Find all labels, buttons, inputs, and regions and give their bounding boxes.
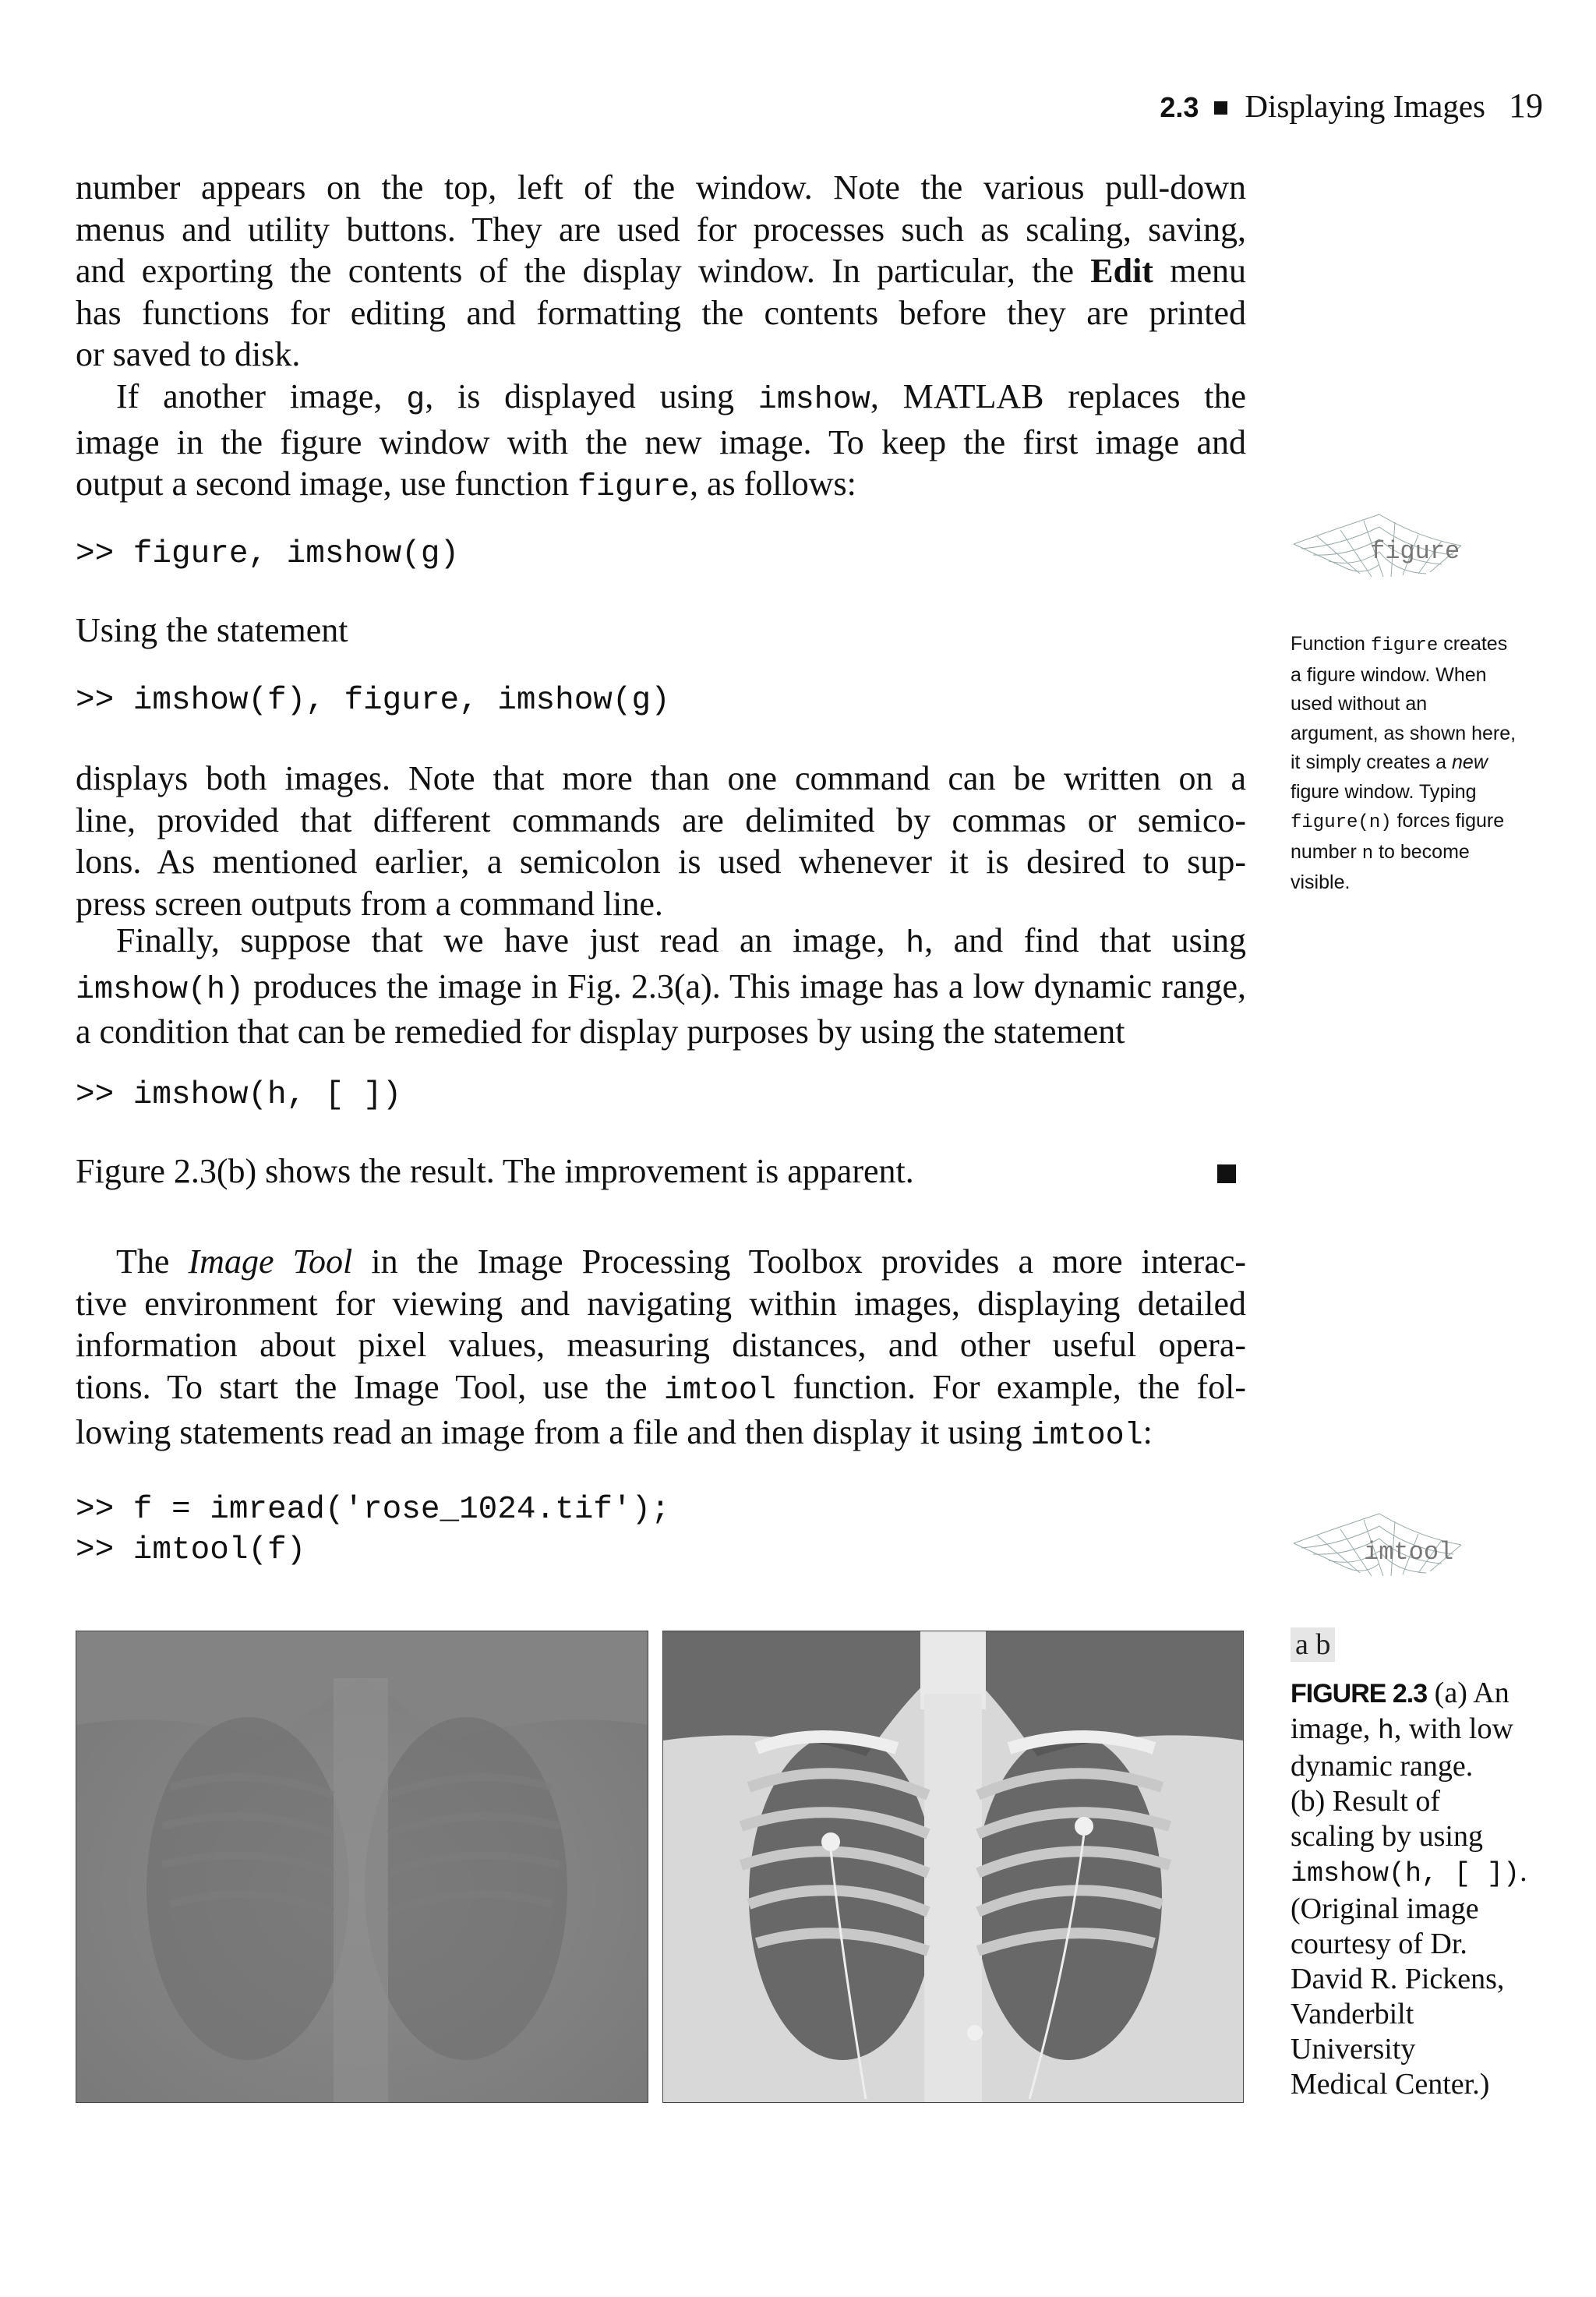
code-line: >> imtool(f): [76, 1532, 306, 1568]
text-line: has functions for editing and formatting the contents before they are printed: [76, 293, 1246, 332]
section-title: Displaying Images: [1245, 88, 1485, 124]
figure-caption: FIGURE 2.3 (a) An image, h, with low dynamic range. (b) Result of scaling by using imshow(h, [ ]). (Original image courtesy of Dr. David R. Pickens, Vanderbilt University Medical Center.): [1291, 1677, 1527, 2101]
imtool-icon-label: imtool: [1364, 1538, 1454, 1567]
text-line: displays both images. Note that more than one command can be written on a: [76, 759, 1246, 797]
paragraph-3: Using the statement: [76, 611, 348, 649]
code-line: >> imshow(h, [ ]): [76, 1077, 402, 1113]
text-line: imshow(h) produces the image in Fig. 2.3(a). This image has a low dynamic range,: [76, 967, 1246, 1008]
end-of-example-mark: [1217, 1164, 1236, 1183]
paragraph-4: [76, 758, 1246, 924]
text-line: tions. To start the Image Tool, use the imtool function. For example, the fol-: [76, 1367, 1247, 1408]
header-square-bullet: [1214, 101, 1227, 115]
edit-menu-term: Edit: [1090, 252, 1153, 291]
panel-labels: a b: [1291, 1627, 1335, 1662]
text-line: number appears on the top, left of the window. Note the various pull-down: [76, 168, 1246, 207]
code-line: >> f = imread('rose_1024.tif');: [76, 1492, 670, 1528]
text-line: a condition that can be remedied for display purposes by using the statement: [76, 1012, 1125, 1051]
margin-note-figure: Function figure creates a figure window. When used without an argument, as shown here, it simply creates a new figure window. Typing figure(n) forces figure number n to become visible.: [1291, 633, 1517, 893]
page-number: 19: [1509, 87, 1543, 125]
code-line: >> imshow(f), figure, imshow(g): [76, 683, 670, 719]
figure-function-icon: [1286, 499, 1473, 585]
text-line: lons. As mentioned earlier, a semicolon is used whenever it is desired to sup-: [76, 843, 1246, 882]
paragraph-6: Figure 2.3(b) shows the result. The improvement is apparent.: [76, 1152, 914, 1190]
paragraph-1: [76, 167, 1246, 376]
text-line: and exporting the contents of the display window. In particular, the Edit menu: [76, 252, 1246, 291]
paragraph-7: [76, 1241, 1246, 1458]
text-line: lowing statements read an image from a file and then display it using imtool:: [76, 1413, 1153, 1454]
text-line: tive environment for viewing and navigating within images, displaying detailed: [76, 1284, 1246, 1323]
text-line: Finally, suppose that we have just read an image, h, and find that using: [116, 921, 1246, 962]
text-line: information about pixel values, measuring distances, and other useful opera-: [76, 1326, 1246, 1365]
paragraph-2: [76, 376, 1246, 509]
code-line: >> figure, imshow(g): [76, 536, 460, 572]
text-line: If another image, g, is displayed using imshow, MATLAB replaces the: [116, 377, 1247, 418]
figure-icon-label: figure: [1370, 537, 1460, 566]
paragraph-5: [76, 920, 1246, 1053]
figure-label: FIGURE 2.3: [1291, 1679, 1428, 1709]
text-line: line, provided that different commands are delimited by commas or semico-: [76, 800, 1246, 839]
text-line: or saved to disk.: [76, 335, 301, 374]
text-line: image in the figure window with the new image. To keep the first image and: [76, 422, 1246, 461]
text-line: press screen outputs from a command line.: [76, 884, 663, 923]
text-line: menus and utility buttons. They are used for processes such as scaling, saving,: [76, 210, 1246, 249]
text-line: The Image Tool in the Image Processing Toolbox provides a more interac-: [116, 1242, 1247, 1281]
running-header: [1160, 86, 1543, 125]
text-line: output a second image, use function figure, as follows:: [76, 465, 856, 506]
section-number: 2.3: [1160, 91, 1199, 123]
xray-image-scaled: [662, 1631, 1244, 2103]
imtool-function-icon: [1286, 1498, 1473, 1584]
xray-image-low-contrast: [76, 1631, 648, 2103]
